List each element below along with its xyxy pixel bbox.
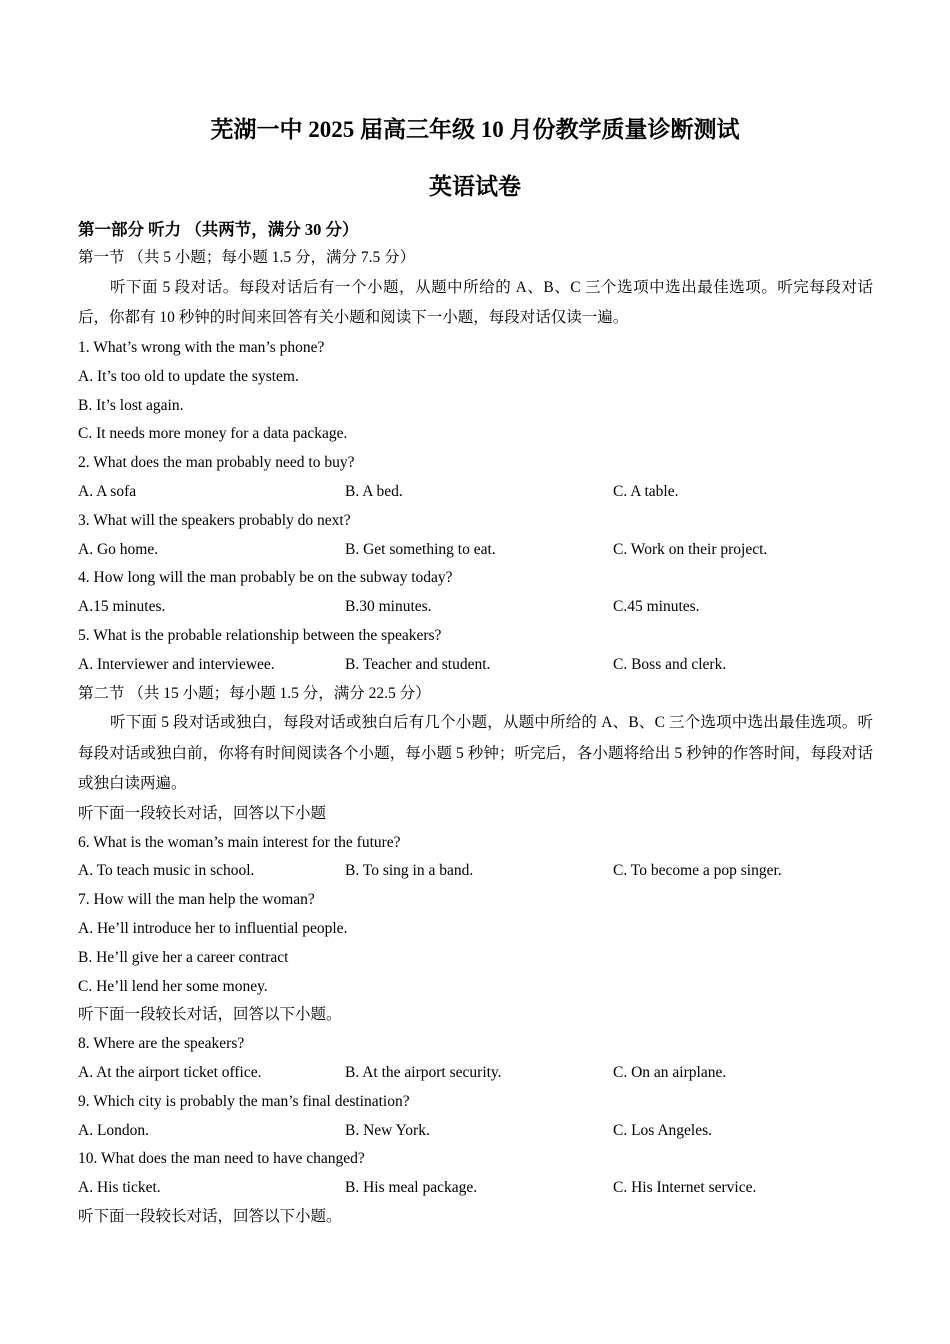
question-option: C.45 minutes.: [613, 598, 700, 616]
question-options-row: [78, 1174, 873, 1203]
question-stem: 6. What is the woman’s main interest for the future?: [78, 833, 401, 851]
question-option: C. Los Angeles.: [613, 1121, 713, 1139]
listen-note: 听下面一段较长对话，回答以下小题。: [78, 1208, 342, 1225]
question-option: C. It needs more money for a data package.: [78, 425, 348, 443]
question-option: C. Boss and clerk.: [613, 655, 727, 673]
question-option: A. It’s too old to update the system.: [78, 367, 299, 385]
exam-title: 芜湖一中 2025 届高三年级 10 月份教学质量诊断测试: [210, 117, 740, 142]
question-options-row: [78, 1117, 873, 1146]
section-instructions: 听下面 5 段对话或独白，每段对话或独白后有几个小题，从题中所给的 A、B、C 三个选项中选出最佳选项。听每段对话或独白前，你将有时间阅读各个小题，每小题 5 秒钟；听完后，各小题将给出 5 秒钟的作答时间，每段对话或独白读两遍。: [78, 714, 873, 793]
question-options-row: [78, 651, 873, 680]
question-options-row: [78, 478, 873, 507]
question-stem: 4. How long will the man probably be on the subway today?: [78, 569, 453, 587]
exam-content: [78, 216, 873, 1232]
question-option: A. Interviewer and interviewee.: [78, 655, 275, 673]
listen-note: 听下面一段较长对话，回答以下小题。: [78, 1006, 342, 1024]
question-option: A. His ticket.: [78, 1179, 161, 1197]
question-stem: 3. What will the speakers probably do next?: [78, 511, 351, 529]
question-option: C. Work on their project.: [613, 540, 768, 558]
question-option: A. A sofa: [78, 482, 137, 500]
question-stem: 1. What’s wrong with the man’s phone?: [78, 338, 325, 356]
section-instructions: 听下面 5 段对话。每段对话后有一个小题，从题中所给的 A、B、C 三个选项中选出最佳选项。听完每段对话后，你都有 10 秒钟的时间来回答有关小题和阅读下一小题，每段对话仅读一遍。: [78, 278, 873, 327]
question-option: C. To become a pop singer.: [613, 862, 782, 880]
question-option: C. A table.: [613, 482, 679, 500]
question-option: C. He’ll lend her some money.: [78, 977, 268, 995]
listen-note: 听下面一段较长对话，回答以下小题: [78, 804, 327, 822]
question-option: B. Get something to eat.: [345, 540, 496, 558]
question-option: B. It’s lost again.: [78, 396, 184, 414]
question-option: B. To sing in a band.: [345, 862, 474, 880]
question-stem: 7. How will the man help the woman?: [78, 891, 315, 909]
question-option: A. Go home.: [78, 540, 159, 558]
question-option: B. At the airport security.: [345, 1064, 502, 1082]
question-option: B. Teacher and student.: [345, 655, 491, 673]
question-option: B. He’ll give her a career contract: [78, 948, 289, 966]
question-option: A.15 minutes.: [78, 598, 166, 616]
section-heading: 第一节 （共 5 小题；每小题 1.5 分，满分 7.5 分）: [78, 249, 416, 267]
question-options-row: [78, 1059, 873, 1088]
exam-subtitle: 英语试卷: [429, 174, 521, 199]
question-stem: 9. Which city is probably the man’s final destination?: [78, 1092, 410, 1110]
question-option: B. New York.: [345, 1121, 430, 1139]
part-heading: 第一部分 听力 （共两节，满分 30 分）: [78, 220, 359, 239]
section-heading: 第二节 （共 15 小题；每小题 1.5 分，满分 22.5 分）: [78, 684, 431, 702]
question-option: C. His Internet service.: [613, 1179, 757, 1197]
question-stem: 10. What does the man need to have changed?: [78, 1150, 365, 1168]
question-stem: 8. Where are the speakers?: [78, 1035, 245, 1053]
question-option: B.30 minutes.: [345, 598, 432, 616]
question-stem: 2. What does the man probably need to buy?: [78, 454, 355, 472]
question-stem: 5. What is the probable relationship between the speakers?: [78, 626, 442, 644]
question-option: A. London.: [78, 1121, 150, 1139]
question-option: B. His meal package.: [345, 1179, 478, 1197]
question-option: A. To teach music in school.: [78, 862, 255, 880]
question-option: A. He’ll introduce her to influential people.: [78, 920, 348, 938]
question-options-row: [78, 536, 873, 565]
question-option: C. On an airplane.: [613, 1064, 727, 1082]
question-options-row: [78, 857, 873, 886]
question-options-row: [78, 593, 873, 622]
question-option: B. A bed.: [345, 482, 403, 500]
question-option: A. At the airport ticket office.: [78, 1064, 262, 1082]
